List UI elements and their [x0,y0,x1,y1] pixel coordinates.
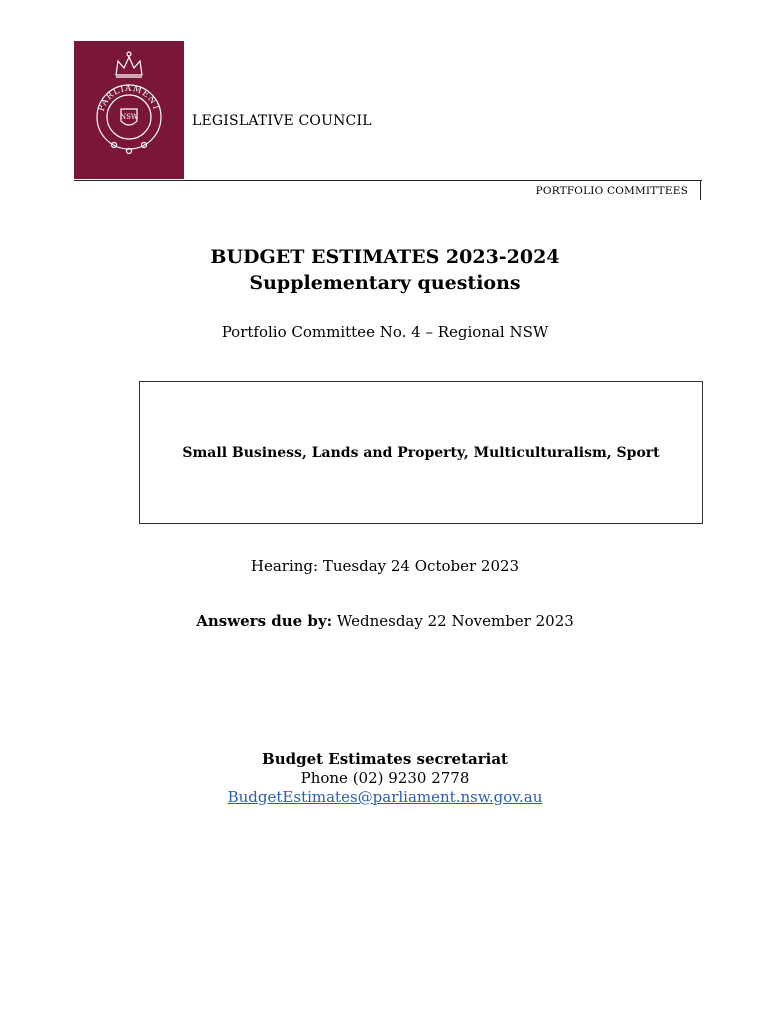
contact-phone: Phone (02) 9230 2778 [300,769,470,787]
contact-block [0,750,770,807]
logo-nsw-text: NSW [119,113,139,121]
answers-due-date: Wednesday 22 November 2023 [332,612,574,630]
portfolio-box [139,381,703,524]
contact-email-link[interactable]: BudgetEstimates@parliament.nsw.gov.au [227,788,543,806]
document-title [0,244,770,296]
header-divider-tick [700,180,701,200]
title-line-1: BUDGET ESTIMATES 2023-2024 [210,246,560,268]
answers-due-label: Answers due by: [196,612,333,630]
portfolio-list: Small Business, Lands and Property, Multiculturalism, Sport [182,444,660,461]
contact-name: Budget Estimates secretariat [262,750,508,768]
logo-arc-text: PARLIAMENT [96,83,162,113]
parliament-nsw-logo [74,41,184,179]
header-divider [74,180,702,181]
council-name: LEGISLATIVE COUNCIL [192,113,372,129]
committee-name: Portfolio Committee No. 4 – Regional NSW [221,323,549,341]
answers-due [0,612,770,630]
crest-icon [74,41,184,179]
title-line-2: Supplementary questions [249,272,521,294]
hearing-date: Hearing: Tuesday 24 October 2023 [250,557,520,575]
section-tag: PORTFOLIO COMMITTEES [535,185,688,197]
